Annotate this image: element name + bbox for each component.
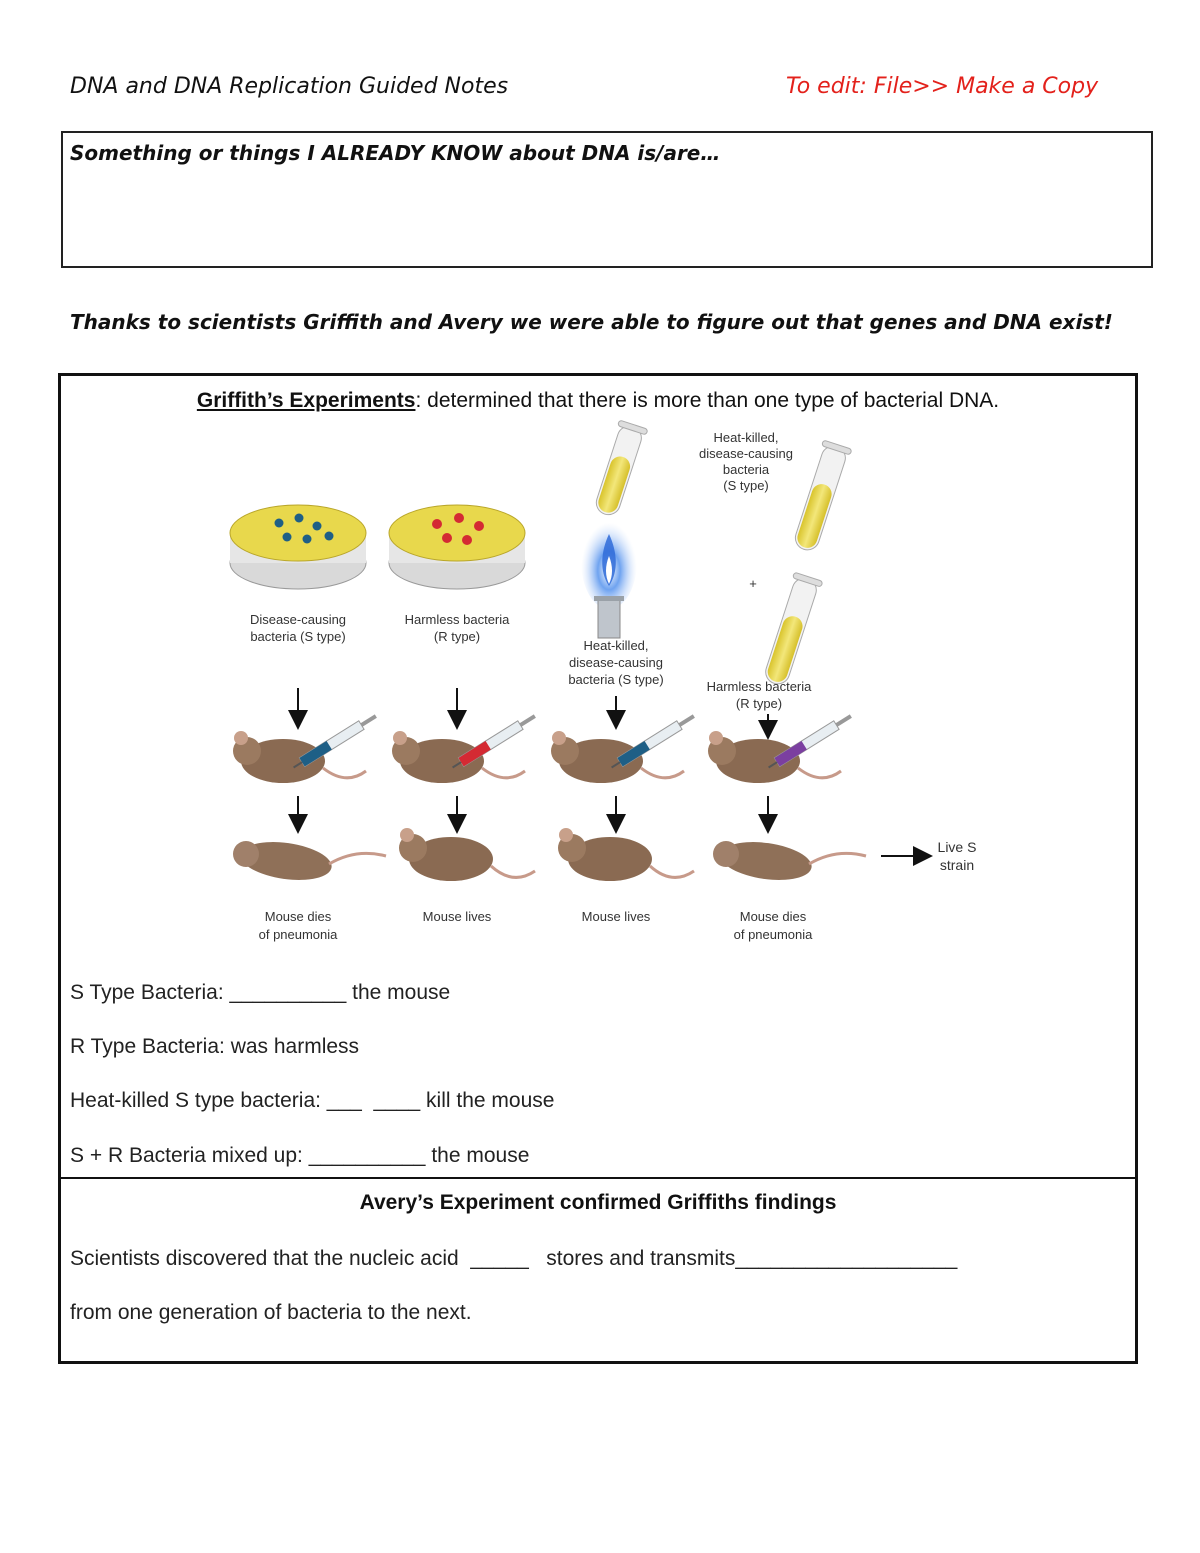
label-heat-killed-1: Heat-killed, xyxy=(583,638,649,653)
live-s-label-1: Live S xyxy=(937,839,977,855)
experiments-box xyxy=(58,373,1138,1364)
outcome-4-b: of pneumonia xyxy=(733,927,813,942)
label-heat-killed-3: bacteria (S type) xyxy=(568,672,664,687)
prior-knowledge-prompt: Something or things I ALREADY KNOW about DNA is/are… xyxy=(70,141,721,165)
injected-mouse-3 xyxy=(551,712,697,783)
heat-killed-test-tube xyxy=(590,420,648,519)
label-heat-killed-2: disease-causing xyxy=(569,655,663,670)
label-mix-top-3: bacteria xyxy=(722,462,770,477)
label-r-bacteria-1: Harmless bacteria xyxy=(404,612,510,627)
document-title: DNA and DNA Replication Guided Notes xyxy=(70,74,509,99)
injected-mouse-4 xyxy=(708,712,854,783)
outcome-4-a: Mouse dies xyxy=(739,909,807,924)
outcome-mouse-alive-3 xyxy=(558,828,694,881)
griffith-title-rest: : determined that there is more than one type of bacterial DNA. xyxy=(415,389,1000,412)
outcome-1-a: Mouse dies xyxy=(264,909,332,924)
edit-instruction[interactable]: To edit: File>> Make a Copy xyxy=(786,74,1099,99)
fill-in-r-type: R Type Bacteria: was harmless xyxy=(70,1035,360,1058)
fill-in-heat-killed[interactable]: Heat-killed S type bacteria: ___ ____ kill the mouse xyxy=(70,1089,555,1112)
plus-sign: + xyxy=(749,576,757,591)
petri-dish-r-type xyxy=(389,505,525,589)
fill-in-mixed[interactable]: S + R Bacteria mixed up: __________ the mouse xyxy=(70,1144,530,1167)
live-s-label-2: strain xyxy=(939,857,975,873)
prior-knowledge-box[interactable] xyxy=(61,131,1153,268)
griffith-experiment-figure xyxy=(61,416,1135,996)
outcome-mouse-dead-4 xyxy=(713,837,866,885)
harmless-r-tube xyxy=(760,572,823,688)
griffith-title xyxy=(61,389,1135,413)
heat-killed-s-tube xyxy=(789,440,852,554)
s-colony xyxy=(295,514,304,523)
outcome-mouse-alive-2 xyxy=(399,828,535,881)
label-r-bacteria-2: (R type) xyxy=(433,629,481,644)
bunsen-burner-flame-icon xyxy=(581,513,637,638)
petri-dish-s-type xyxy=(230,505,366,589)
avery-title: Avery’s Experiment confirmed Griffiths findings xyxy=(359,1191,837,1214)
fill-in-s-type[interactable]: S Type Bacteria: __________ the mouse xyxy=(70,981,451,1004)
outcome-1-b: of pneumonia xyxy=(258,927,338,942)
label-mix-r-1: Harmless bacteria xyxy=(706,679,812,694)
label-mix-top-4: (S type) xyxy=(723,478,769,493)
injected-mouse-2 xyxy=(392,712,538,783)
outcome-mouse-dead-1 xyxy=(233,837,386,885)
intro-statement: Thanks to scientists Griffith and Avery we were able to figure out that genes and DNA exist! xyxy=(70,310,1113,334)
r-colony xyxy=(432,519,442,529)
label-mix-top-1: Heat-killed, xyxy=(713,430,779,445)
s-colony xyxy=(275,519,284,528)
r-colony xyxy=(454,513,464,523)
section-divider xyxy=(61,1177,1135,1179)
s-colony xyxy=(325,532,334,541)
label-s-bacteria-1: Disease-causing xyxy=(249,612,347,627)
r-colony xyxy=(462,535,472,545)
injected-mouse-1 xyxy=(233,712,379,783)
label-s-bacteria-2: bacteria (S type) xyxy=(250,629,346,644)
label-mix-r-2: (R type) xyxy=(735,696,783,711)
s-colony xyxy=(313,522,322,531)
outcome-3: Mouse lives xyxy=(581,909,651,924)
r-colony xyxy=(442,533,452,543)
r-colony xyxy=(474,521,484,531)
s-colony xyxy=(283,533,292,542)
fill-in-avery-line-1[interactable]: Scientists discovered that the nucleic acid _____ stores and transmits___________________ xyxy=(70,1247,958,1270)
avery-line-2: from one generation of bacteria to the next. xyxy=(70,1301,472,1324)
s-colony xyxy=(303,535,312,544)
label-mix-top-2: disease-causing xyxy=(699,446,793,461)
griffith-title-underlined: Griffith’s Experiments xyxy=(196,389,416,412)
outcome-2: Mouse lives xyxy=(422,909,492,924)
